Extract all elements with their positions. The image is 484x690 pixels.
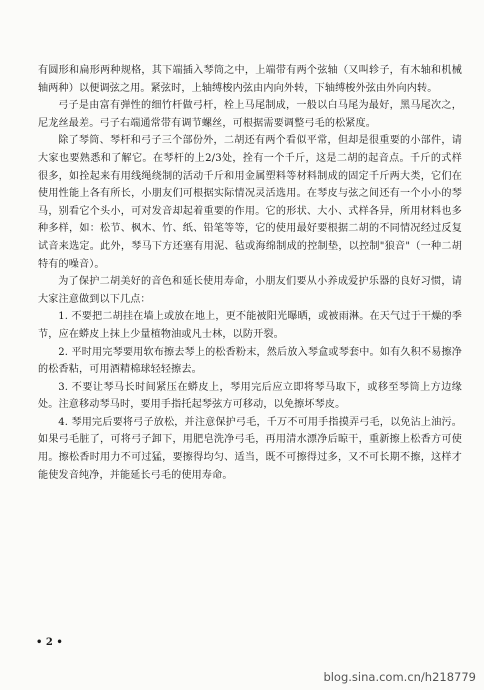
paragraph: 除了琴筒、琴杆和弓子三个部份外，二胡还有两个看似平常，但却是很重要的小部件，请大家也要熟悉和了解它。在琴杆的上2/3处，拴有一个千斤，这是二胡的起音点。千斤的式样很多，如拴起来有用线绳绕制的活动千斤和用金属塑料等材料制成的固定千斤两大类，它们在使用性能上各有所长，小朋友们可根据实际情况灵活选用。在琴皮与弦之间还有一个小小的琴马，别看它个头小，可对发音却起着重要的作用。它的形状、大小、式样各异，所用材料也多种多样，如：松节、枫木、竹、纸、铅笔等等，它的使用最好要根据二胡的不同情况经过反复试音来选定。此外，琴马下方还塞有用泥、毡或海绵制成的控制垫，以控制"狼音"（一种二胡特有的噪音）。 (38, 135, 462, 270)
body-text (38, 62, 462, 484)
list-item: 2. 平时用完琴要用软布擦去琴上的松香粉末，然后放入琴盒或琴套中。如有久积不易擦净的松香粘，可用酒精棉球轻轻擦去。 (38, 346, 462, 376)
watermark: blog.sina.com.cn/h218779 (323, 670, 476, 684)
list-item: 1. 不要把二胡挂在墙上或放在地上，更不能被阳光曝晒，或被雨淋。在天气过于干燥的季节，应在蟒皮上抹上少量植物油或凡士林，以防开裂。 (38, 311, 462, 340)
paragraph: 为了保护二胡美好的音色和延长使用寿命，小朋友们要从小养成爱护乐器的良好习惯，请大家注意做到以下几点： (38, 276, 462, 305)
list-item: 3. 不要让琴马长时间紧压在蟒皮上，琴用完后应立即将琴马取下，或移至琴筒上方边缘处。注意移动琴马时，要用手指托起琴弦方可移动，以免擦坏琴皮。 (38, 381, 462, 411)
paragraph: 弓子是由富有弹性的细竹杆做弓杆，栓上马尾制成，一般以白马尾为最好，黑马尾次之，尼龙丝最差。弓子右端通常带有调节螺丝，可根据需要调整弓毛的松紧度。 (38, 100, 462, 129)
list-item: 4. 琴用完后要将弓子放松，并注意保护弓毛，千万不可用手指摸弄弓毛，以免沾上油污。如果弓毛脏了，可将弓子卸下，用肥皂洗净弓毛，再用清水漂净后晾干，重新擦上松香方可使用。擦松香时用力不可过猛，要擦得均匀、适当，既不可擦得过多，又不可长期不擦，这样才能使发音纯净，并能延长弓毛的使用寿命。 (38, 416, 462, 481)
paragraph: 有圆形和扁形两种规格，其下端插入琴筒之中，上端带有两个弦轴（又叫轸子，有木轴和机械轴两种）以便调弦之用。紧弦时，上轴缚梭内弦由内向外转，下轴缚梭外弦由外向内转。 (38, 65, 462, 94)
page-number: • 2 • (36, 637, 63, 648)
